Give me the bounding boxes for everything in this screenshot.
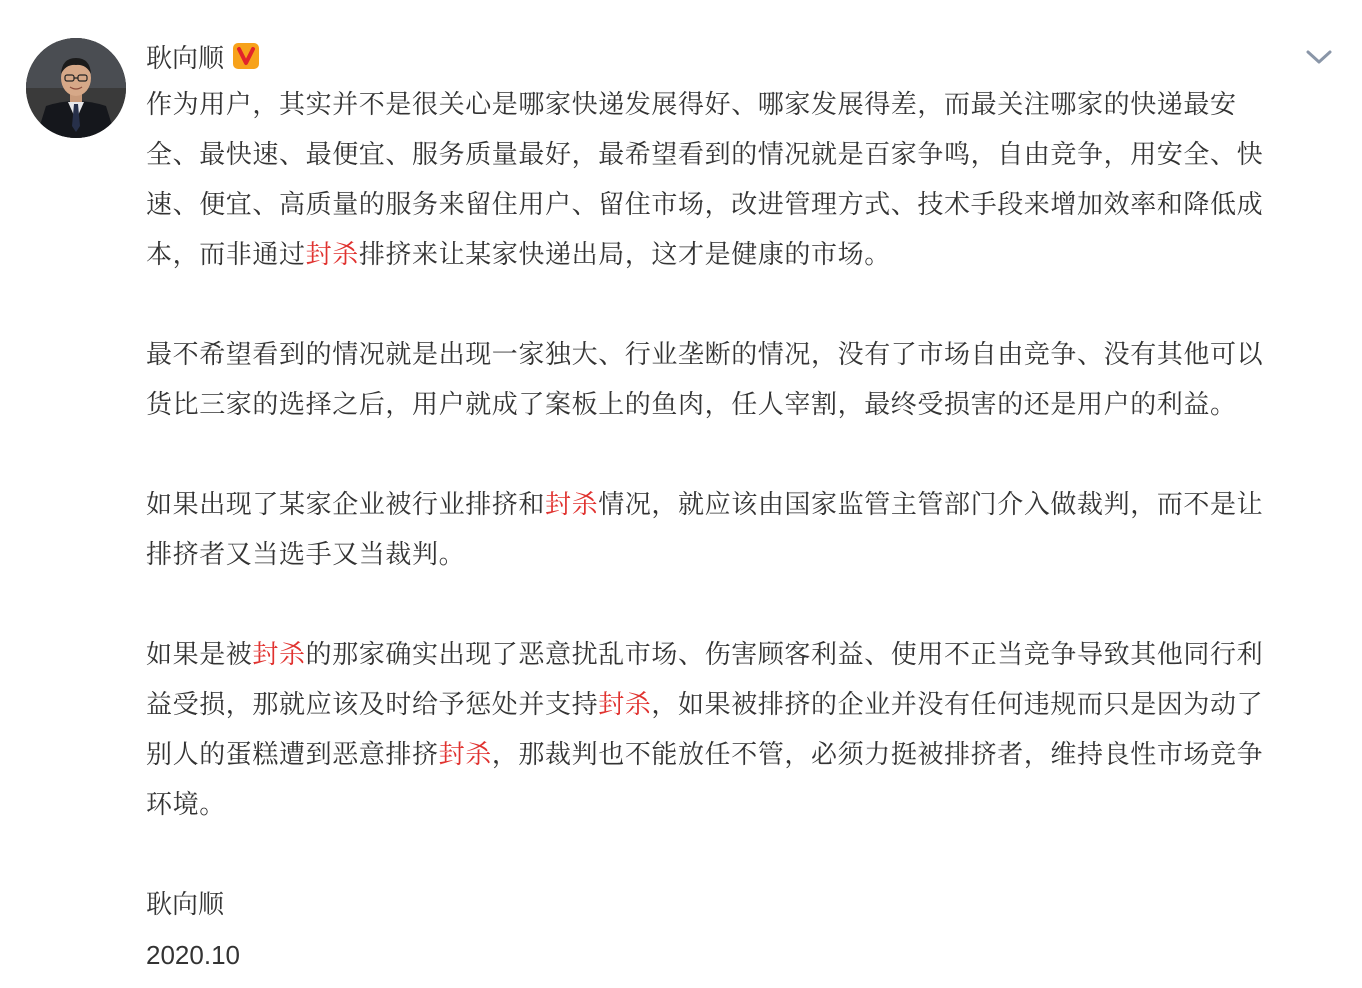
text-segment: 作为用户，其实并不是很关心是哪家快递发展得好、哪家发展得差，而最关注哪家的快递最安	[146, 90, 1237, 120]
highlighted-keyword: 封杀	[598, 690, 652, 720]
text-segment: 本，而非通过	[146, 240, 306, 270]
author-name[interactable]: 耿向顺	[146, 43, 225, 74]
post-body	[146, 80, 1326, 830]
text-segment: 排挤来让某家快递出局，这才是健康的市场。	[358, 240, 891, 270]
paragraph-line	[146, 680, 1326, 730]
highlighted-keyword: 封杀	[252, 640, 306, 670]
text-segment: 排挤者又当选手又当裁判。	[146, 540, 466, 570]
post-paragraph	[146, 330, 1326, 430]
paragraph-line	[146, 330, 1326, 380]
text-segment: 情况，就应该由国家监管主管部门介入做裁判，而不是让	[598, 490, 1264, 520]
text-segment: ，如果被排挤的企业并没有任何违规而只是因为动了	[651, 690, 1264, 720]
paragraph-line	[146, 180, 1326, 230]
verified-v-badge-icon	[232, 42, 260, 70]
post-paragraph	[146, 480, 1326, 580]
paragraph-line	[146, 380, 1326, 430]
paragraph-line	[146, 80, 1326, 130]
post-date: 2020.10	[146, 940, 240, 970]
avatar-photo	[26, 38, 126, 138]
text-segment: 货比三家的选择之后，用户就成了案板上的鱼肉，任人宰割，最终受损害的还是用户的利益。	[146, 390, 1237, 420]
text-segment: 如果出现了某家企业被行业排挤和	[146, 490, 546, 520]
paragraph-line	[146, 630, 1326, 680]
highlighted-keyword: 封杀	[305, 240, 359, 270]
avatar[interactable]	[26, 38, 126, 138]
post-paragraph	[146, 630, 1326, 830]
text-segment: 别人的蛋糕遭到恶意排挤	[146, 740, 439, 770]
paragraph-line	[146, 130, 1326, 180]
text-segment: 如果是被	[146, 640, 253, 670]
text-segment: 益受损，那就应该及时给予惩处并支持	[146, 690, 599, 720]
paragraph-line	[146, 730, 1326, 780]
chevron-down-icon[interactable]	[1304, 42, 1334, 72]
text-segment: ，那裁判也不能放任不管，必须力挺被排挤者，维持良性市场竞争	[491, 740, 1264, 770]
text-segment: 的那家确实出现了恶意扰乱市场、伤害顾客利益、使用不正当竞争导致其他同行利	[305, 640, 1264, 670]
highlighted-keyword: 封杀	[545, 490, 599, 520]
post-header	[146, 36, 260, 76]
paragraph-line	[146, 530, 1326, 580]
paragraph-line	[146, 480, 1326, 530]
text-segment: 速、便宜、高质量的服务来留住用户、留住市场，改进管理方式、技术手段来增加效率和降低成	[146, 190, 1264, 220]
text-segment: 最不希望看到的情况就是出现一家独大、行业垄断的情况，没有了市场自由竞争、没有其他可以	[146, 340, 1264, 370]
text-segment: 环境。	[146, 790, 226, 820]
highlighted-keyword: 封杀	[438, 740, 492, 770]
text-segment: 全、最快速、最便宜、服务质量最好，最希望看到的情况就是百家争鸣，自由竞争，用安全、快	[146, 140, 1264, 170]
post-paragraph	[146, 80, 1326, 280]
signature: 耿向顺	[146, 890, 225, 920]
paragraph-line	[146, 230, 1326, 280]
paragraph-line	[146, 780, 1326, 830]
